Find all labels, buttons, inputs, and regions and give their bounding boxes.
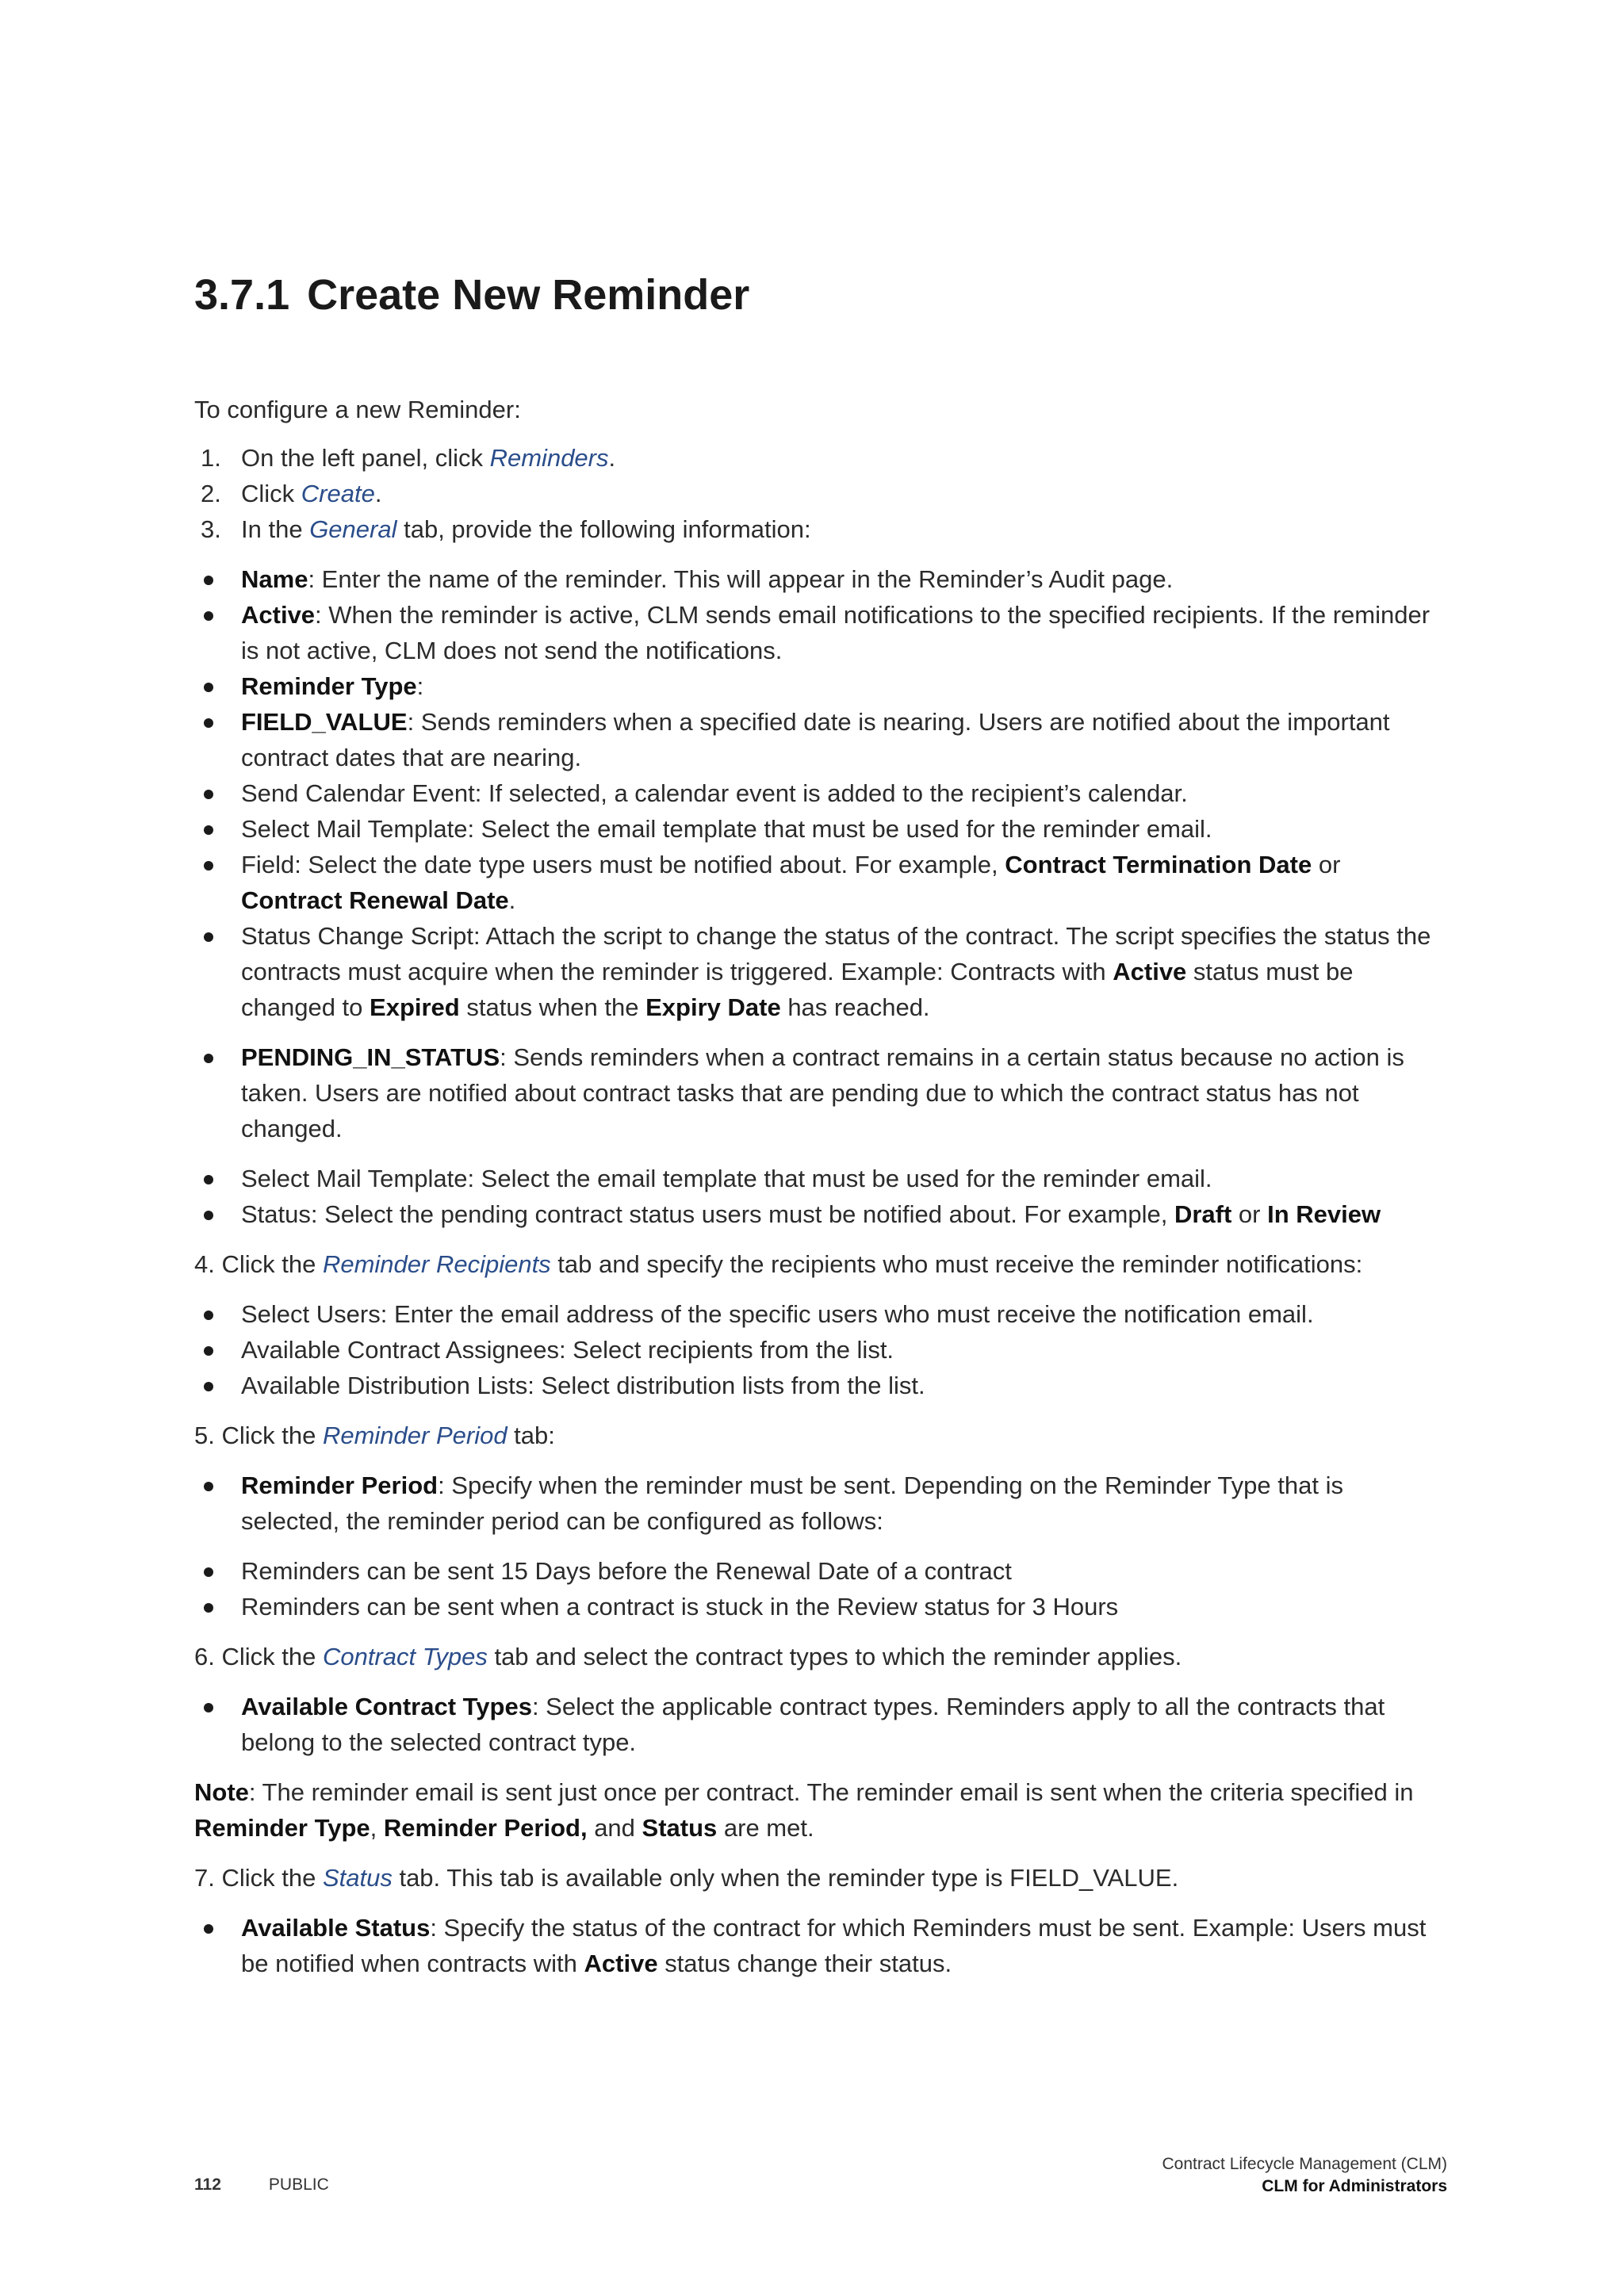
status-tab-list [194, 1910, 1447, 1981]
step-text: tab: [507, 1422, 555, 1449]
description: Status Change Script: Attach the script to change the status of the contract. The script specifies the status the contracts must acquire when the reminder is triggered. Example: Contracts with [241, 922, 1431, 985]
list-item-select-users: Select Users: Enter the email address of the specific users who must receive the notification email. [194, 1296, 1447, 1332]
term: Status [642, 1814, 718, 1842]
description: : When the reminder is active, CLM sends email notifications to the specified recipients. If the reminder is not active, CLM does not send the notifications. [241, 601, 1431, 664]
footer-left [194, 2175, 329, 2195]
term: Name [241, 565, 308, 593]
term: Expiry Date [645, 993, 781, 1021]
term: Contract Termination Date [1005, 851, 1312, 878]
term: Draft [1174, 1200, 1232, 1228]
guide-title: CLM for Administrators [1262, 2177, 1447, 2195]
description: : Sends reminders when a specified date is nearing. Users are notified about the important contract dates that are nearing. [241, 708, 1390, 771]
general-tab-link[interactable]: General [309, 515, 397, 543]
term: Available Status [241, 1914, 431, 1942]
contract-types-link[interactable]: Contract Types [322, 1643, 488, 1670]
description: . [508, 886, 516, 914]
term: PENDING_IN_STATUS [241, 1043, 500, 1071]
period-list [194, 1468, 1447, 1539]
description: or [1312, 851, 1341, 878]
description: Status: Select the pending contract status users must be notified about. For example, [241, 1200, 1174, 1228]
step-number: 2. [201, 480, 221, 507]
list-item-contract-assignees: Available Contract Assignees: Select recipients from the list. [194, 1332, 1447, 1368]
reminders-link[interactable]: Reminders [489, 444, 609, 472]
general-tab-list [194, 561, 1447, 1025]
list-item-field [194, 847, 1447, 918]
step-text: . [608, 444, 616, 472]
list-item-pending-in-status [194, 1039, 1447, 1146]
footer-right [1162, 2153, 1447, 2198]
classification-label: PUBLIC [268, 2175, 329, 2194]
section-heading [194, 270, 1447, 320]
list-item-contract-types [194, 1689, 1447, 1760]
term: FIELD_VALUE [241, 708, 408, 736]
recipients-list [194, 1296, 1447, 1403]
status-tab-link[interactable]: Status [322, 1864, 393, 1892]
term: Contract Renewal Date [241, 886, 509, 914]
term: Active [584, 1950, 658, 1977]
description: : Select the applicable contract types. Reminders apply to all the contracts that belong to the selected contract type. [241, 1693, 1385, 1756]
description: : Enter the name of the reminder. This will appear in the Reminder’s Audit page. [308, 565, 1174, 593]
description: has reached. [780, 993, 930, 1021]
reminder-recipients-link[interactable]: Reminder Recipients [322, 1250, 551, 1278]
term: Reminder Type [241, 672, 417, 700]
description: or [1231, 1200, 1268, 1228]
description: status when the [459, 993, 646, 1021]
list-item-field-value [194, 704, 1447, 775]
step-text: In the [241, 515, 310, 543]
step-7 [194, 1860, 1447, 1896]
description: Field: Select the date type users must be notified about. For example, [241, 851, 1005, 878]
list-item-status [194, 1196, 1447, 1232]
document-title: Contract Lifecycle Management (CLM) [1162, 2155, 1447, 2173]
list-item-reminder-period [194, 1468, 1447, 1539]
step-1 [194, 440, 1447, 476]
note-label: Note [194, 1778, 249, 1806]
list-item-reminder-type [194, 668, 1447, 704]
list-item-mail-template: Select Mail Template: Select the email template that must be used for the reminder email. [194, 811, 1447, 847]
list-item-name [194, 561, 1447, 597]
step-text: 7. Click the [194, 1864, 323, 1892]
term: In Review [1267, 1200, 1381, 1228]
term: Active [1113, 958, 1187, 985]
term: Active [241, 601, 316, 629]
term: Reminder Type [194, 1814, 370, 1842]
step-2 [194, 476, 1447, 511]
description: : [416, 672, 424, 700]
step-3 [194, 511, 1447, 547]
list-item-period-example: Reminders can be sent when a contract is stuck in the Review status for 3 Hours [194, 1589, 1447, 1624]
description: : Sends reminders when a contract remains in a certain status because no action is taken. Users are notified about contract tasks that are pending due to which the contract status has not changed. [241, 1043, 1404, 1142]
list-item-available-status [194, 1910, 1447, 1981]
reminder-period-link[interactable]: Reminder Period [322, 1422, 508, 1449]
step-text: On the left panel, click [241, 444, 490, 472]
list-item-status-change-script [194, 918, 1447, 1025]
note-paragraph [194, 1774, 1447, 1846]
contract-types-list [194, 1689, 1447, 1760]
note-text: and [587, 1814, 642, 1842]
section-title: Create New Reminder [307, 271, 750, 319]
note-text: are met. [717, 1814, 814, 1842]
step-text: tab, provide the following information: [396, 515, 811, 543]
step-text: tab and select the contract types to which the reminder applies. [487, 1643, 1182, 1670]
steps-list [194, 440, 1447, 547]
list-item-period-example: Reminders can be sent 15 Days before the Renewal Date of a contract [194, 1553, 1447, 1589]
list-item-active [194, 597, 1447, 668]
note-text: , [370, 1814, 384, 1842]
note-text: : The reminder email is sent just once per contract. The reminder email is sent when the criteria specified in [248, 1778, 1414, 1806]
period-examples-list [194, 1553, 1447, 1624]
step-number: 1. [201, 444, 221, 472]
page-number: 112 [194, 2175, 221, 2194]
create-link[interactable]: Create [301, 480, 375, 507]
step-number: 3. [201, 515, 221, 543]
intro-text: To configure a new Reminder: [194, 396, 521, 423]
step-text: tab and specify the recipients who must receive the reminder notifications: [550, 1250, 1363, 1278]
list-item-distribution-lists: Available Distribution Lists: Select distribution lists from the list. [194, 1368, 1447, 1403]
description: : Specify the status of the contract for which Reminders must be sent. Example: Users must be notified when contracts with [241, 1914, 1427, 1977]
description: status change their status. [657, 1950, 952, 1977]
step-text: 4. Click the [194, 1250, 323, 1278]
step-text: Click [241, 480, 301, 507]
step-6 [194, 1639, 1447, 1674]
term: Available Contract Types [241, 1693, 532, 1720]
pending-options-list [194, 1161, 1447, 1232]
description: status must be changed to [241, 958, 1354, 1021]
term: Expired [370, 993, 460, 1021]
step-text: 5. Click the [194, 1422, 323, 1449]
list-item-calendar-event: Send Calendar Event: If selected, a calendar event is added to the recipient’s calendar. [194, 775, 1447, 811]
list-item-mail-template: Select Mail Template: Select the email template that must be used for the reminder email. [194, 1161, 1447, 1196]
section-number: 3.7.1 [194, 271, 290, 319]
pending-list [194, 1039, 1447, 1146]
term: Reminder Period, [383, 1814, 588, 1842]
term: Reminder Period [241, 1471, 439, 1499]
description: : Specify when the reminder must be sent. Depending on the Reminder Type that is selected, the reminder period can be configured as follows: [241, 1471, 1343, 1535]
step-text: tab. This tab is available only when the reminder type is FIELD_VALUE. [392, 1864, 1179, 1892]
page-content [194, 270, 1447, 1981]
step-text: . [374, 480, 382, 507]
step-4 [194, 1246, 1447, 1282]
step-5 [194, 1418, 1447, 1453]
step-text: 6. Click the [194, 1643, 323, 1670]
